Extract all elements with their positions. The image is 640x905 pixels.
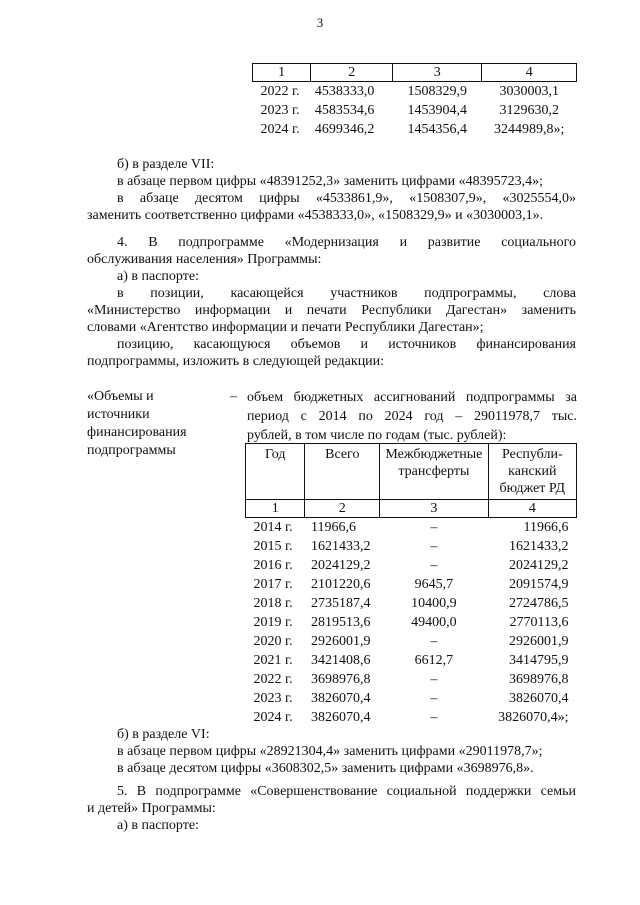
paragraph-line: а) в паспорте: bbox=[117, 269, 199, 284]
cell: 3698976,8 bbox=[509, 672, 569, 687]
cell: 2023 г. bbox=[260, 103, 300, 118]
table-row bbox=[253, 120, 577, 139]
table-row bbox=[246, 556, 577, 575]
dash-separator: – bbox=[230, 389, 237, 404]
header-cell-transfers: Межбюджетные трансферты bbox=[380, 444, 489, 500]
header-cell-republic-budget: Республи-канский бюджет РД bbox=[488, 444, 576, 500]
cell: – bbox=[430, 672, 438, 687]
paragraph-line: в абзаце первом цифры «28921304,4» заменить цифрами «29011978,7»; bbox=[117, 744, 543, 759]
header-cell: 1 bbox=[253, 64, 311, 82]
table-row bbox=[246, 518, 577, 538]
table-row bbox=[246, 708, 577, 727]
cell: 2735187,4 bbox=[310, 596, 371, 611]
continuation-table bbox=[252, 63, 577, 139]
table-row bbox=[246, 594, 577, 613]
paragraph-line: «Министерство информации и печати Республики Дагестан» заменить bbox=[87, 303, 576, 318]
cell: 2024 г. bbox=[260, 122, 300, 137]
header-cell: 2 bbox=[311, 64, 393, 82]
cell: 4583534,6 bbox=[314, 103, 375, 118]
cell: 2017 г. bbox=[253, 577, 293, 592]
cell: 3826070,4 bbox=[310, 691, 371, 706]
table-row bbox=[246, 537, 577, 556]
cell: – bbox=[430, 520, 438, 535]
table-header-row bbox=[253, 64, 577, 82]
table-row bbox=[246, 670, 577, 689]
cell: 3129630,2 bbox=[499, 103, 559, 118]
cell: 2024129,2 bbox=[310, 558, 371, 573]
cell: 2926001,9 bbox=[310, 634, 371, 649]
cell: 11966,6 bbox=[523, 520, 569, 535]
header-cell-year: Год bbox=[246, 444, 305, 500]
paragraph-line: в абзаце первом цифры «48391252,3» заменить цифрами «48395723,4»; bbox=[117, 174, 543, 189]
header-cell: 3 bbox=[393, 64, 482, 82]
paragraph-line: 5. В подпрограмме «Совершенствование социальной поддержки семьи bbox=[117, 784, 576, 799]
section-b7 bbox=[87, 156, 576, 224]
cell: 1621433,2 bbox=[509, 539, 569, 554]
cell: 2024 г. bbox=[253, 710, 293, 725]
paragraph-line: в позиции, касающейся участников подпрограммы, слова bbox=[117, 286, 576, 301]
cell: 49400,0 bbox=[411, 615, 457, 630]
passport-position-label: «Объемы и источники финансирования подпрограммы bbox=[87, 389, 187, 458]
cell: 3698976,8 bbox=[310, 672, 371, 687]
cell: 2023 г. bbox=[253, 691, 293, 706]
cell: 6612,7 bbox=[414, 653, 454, 668]
cell: 2091574,9 bbox=[509, 577, 569, 592]
cell: 4538333,0 bbox=[314, 84, 375, 99]
cell: 2019 г. bbox=[253, 615, 293, 630]
section-b6 bbox=[87, 726, 576, 777]
table-row bbox=[246, 689, 577, 708]
cell: 3826070,4»; bbox=[498, 710, 569, 725]
cell: 2020 г. bbox=[253, 634, 293, 649]
cell: 4699346,2 bbox=[314, 122, 375, 137]
cell: 3414795,9 bbox=[509, 653, 569, 668]
cell: – bbox=[430, 710, 438, 725]
page-number: 3 bbox=[316, 15, 324, 30]
paragraph-title: б) в разделе VI: bbox=[117, 727, 210, 742]
paragraph-line: и детей» Программы: bbox=[87, 801, 216, 816]
paragraph-line: подпрограммы, изложить в следующей редакции: bbox=[87, 354, 385, 369]
cell: 2015 г. bbox=[253, 539, 293, 554]
table-header-row bbox=[246, 444, 577, 500]
paragraph-line: позицию, касающуюся объемов и источников финансирования bbox=[117, 337, 576, 352]
cell: 11966,6 bbox=[310, 520, 356, 535]
paragraph-line: в абзаце десятом цифры «3608302,5» заменить цифрами «3698976,8». bbox=[117, 761, 534, 776]
cell: 9645,7 bbox=[414, 577, 454, 592]
cell: – bbox=[430, 539, 438, 554]
cell: 1454356,4 bbox=[407, 122, 468, 137]
paragraph-line: обслуживания населения» Программы: bbox=[87, 252, 322, 267]
section-4 bbox=[87, 234, 576, 370]
section-5 bbox=[87, 783, 576, 834]
paragraph-line: 4. В подпрограмме «Модернизация и развитие социального bbox=[117, 235, 576, 250]
table-row bbox=[253, 82, 577, 102]
paragraph-line: а) в паспорте: bbox=[117, 818, 199, 833]
cell: 2022 г. bbox=[253, 672, 293, 687]
cell: 2724786,5 bbox=[509, 596, 569, 611]
financing-table-body bbox=[246, 518, 577, 728]
paragraph-line: заменить соответственно цифрами «4538333,0», «1508329,9» и «3030003,1». bbox=[87, 208, 544, 223]
table-row bbox=[246, 575, 577, 594]
cell: – bbox=[430, 691, 438, 706]
header-cell: 4 bbox=[482, 64, 577, 82]
table-row bbox=[246, 651, 577, 670]
cell: 2926001,9 bbox=[509, 634, 569, 649]
cell: 2024129,2 bbox=[509, 558, 569, 573]
cell: 1508329,9 bbox=[407, 84, 468, 99]
cell: 3244989,8»; bbox=[493, 122, 565, 137]
cell: – bbox=[430, 634, 438, 649]
financing-table bbox=[245, 443, 577, 727]
cell: 3030003,1 bbox=[499, 84, 559, 99]
header-cell: 1 bbox=[246, 500, 305, 518]
header-cell: 2 bbox=[305, 500, 380, 518]
cell: 2021 г. bbox=[253, 653, 293, 668]
cell: 2101220,6 bbox=[310, 577, 371, 592]
cell: 1453904,4 bbox=[407, 103, 468, 118]
cell: 2022 г. bbox=[260, 84, 300, 99]
header-cell-total: Всего bbox=[305, 444, 380, 500]
cell: 2819513,6 bbox=[310, 615, 371, 630]
cell: 3826070,4 bbox=[509, 691, 569, 706]
paragraph-line: словами «Агентство информации и печати Республики Дагестан»; bbox=[87, 320, 484, 335]
table-number-row bbox=[246, 500, 577, 518]
cell: 2770113,6 bbox=[509, 615, 569, 630]
cell: 3826070,4 bbox=[310, 710, 371, 725]
paragraph-line: в абзаце десятом цифры «4533861,9», «1508307,9», «3025554,0» bbox=[117, 191, 576, 206]
table-row bbox=[246, 632, 577, 651]
passport-position-description: объем бюджетных ассигнований подпрограммы за период с 2014 по 2024 год – 29011978,7 тыс. рублей, в том числе по годам (тыс. рублей): bbox=[247, 390, 577, 443]
cell: – bbox=[430, 558, 438, 573]
paragraph-title: б) в разделе VII: bbox=[117, 157, 215, 172]
cell: 2018 г. bbox=[253, 596, 293, 611]
cell: 2016 г. bbox=[253, 558, 293, 573]
cell: 10400,9 bbox=[411, 596, 457, 611]
cell: 1621433,2 bbox=[310, 539, 371, 554]
header-cell: 3 bbox=[380, 500, 489, 518]
table-row bbox=[253, 101, 577, 120]
table-row bbox=[246, 613, 577, 632]
cell: 3421408,6 bbox=[310, 653, 371, 668]
header-cell: 4 bbox=[488, 500, 576, 518]
cell: 2014 г. bbox=[253, 520, 293, 535]
